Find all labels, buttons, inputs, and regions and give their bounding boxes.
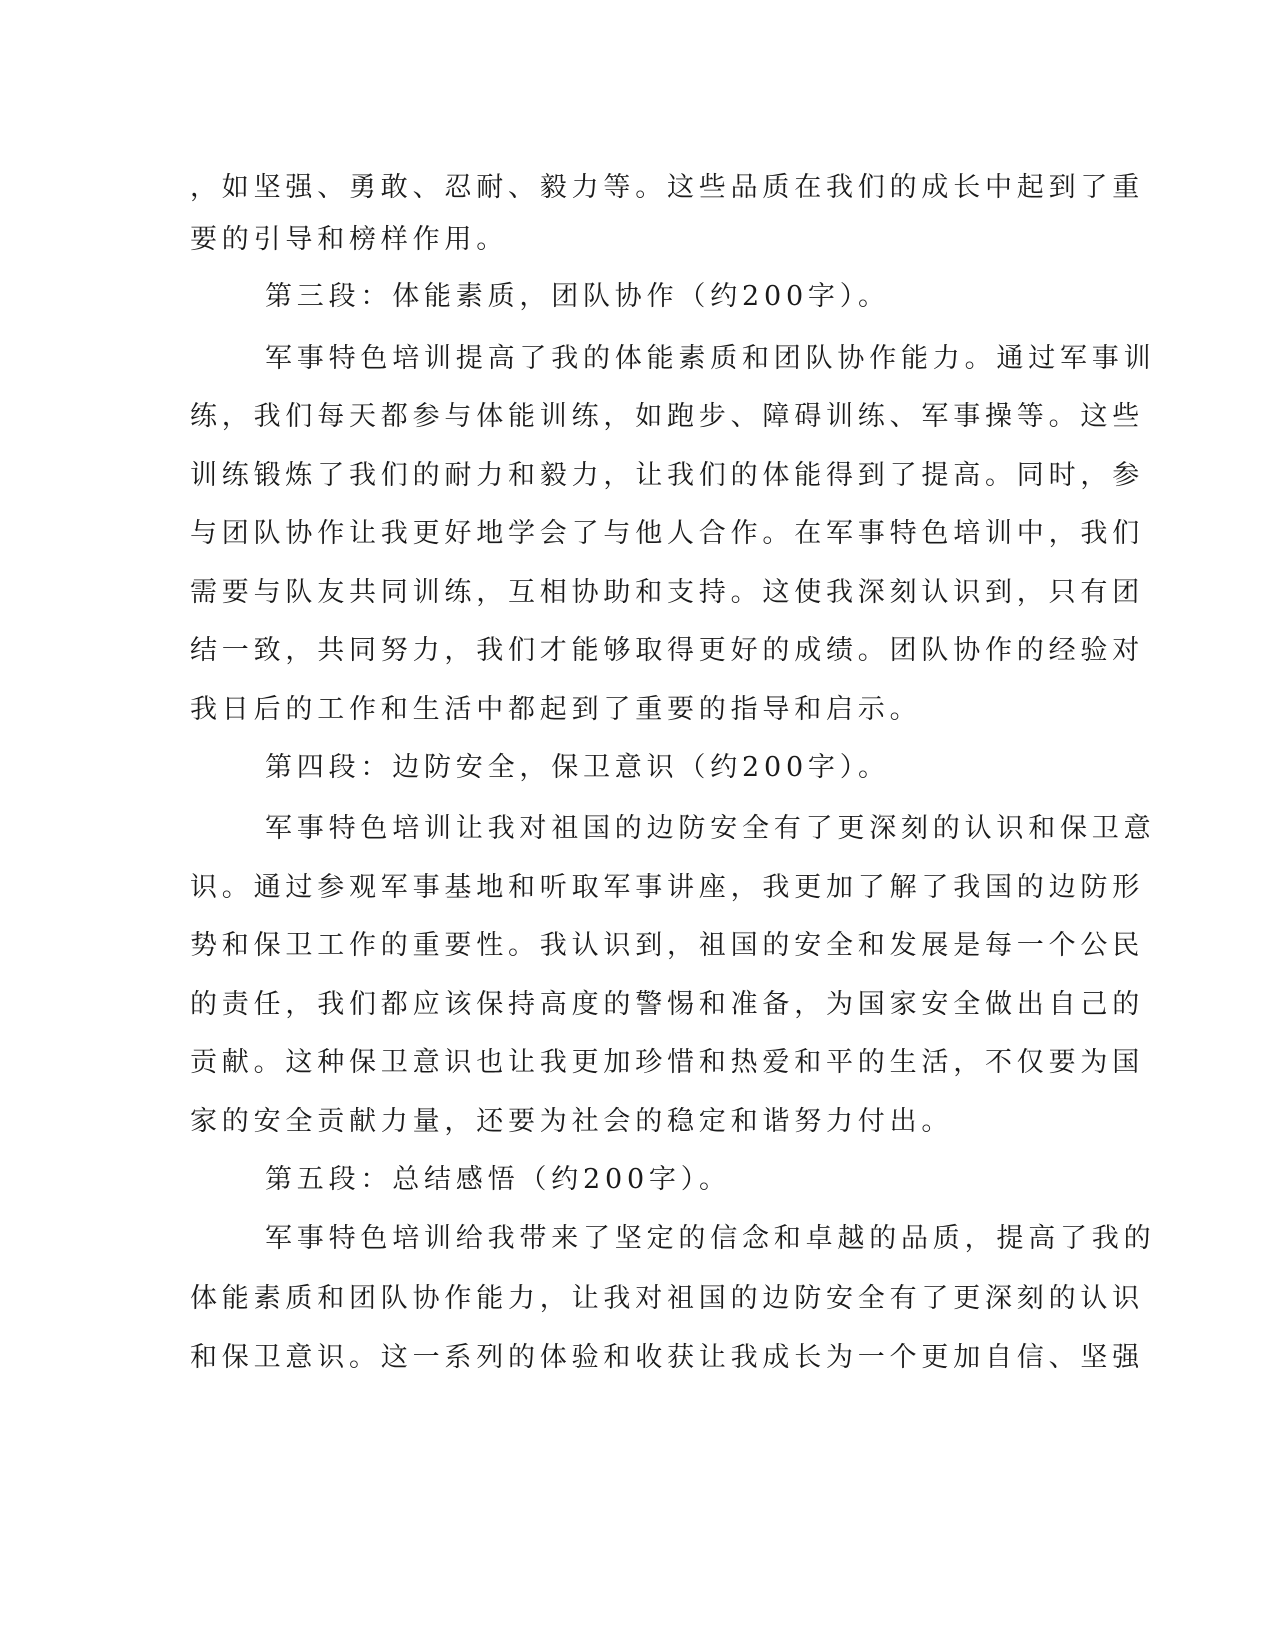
text-line: 需要与队友共同训练，互相协助和支持。这使我深刻认识到，只有团 <box>190 577 1144 608</box>
text-line: 识。通过参观军事基地和听取军事讲座，我更加了解了我国的边防形 <box>190 872 1144 903</box>
text-line: 和保卫意识。这一系列的体验和收获让我成长为一个更加自信、坚强 <box>190 1342 1144 1373</box>
text-line: ，如坚强、勇敢、忍耐、毅力等。这些品质在我们的成长中起到了重 <box>190 172 1144 203</box>
text-line: 练，我们每天都参与体能训练，如跑步、障碍训练、军事操等。这些 <box>190 401 1144 432</box>
paragraph-first-line: 军事特色培训提高了我的体能素质和团队协作能力。通过军事训 <box>265 343 1156 374</box>
text-line: 体能素质和团队协作能力，让我对祖国的边防安全有了更深刻的认识 <box>190 1283 1144 1314</box>
text-line: 势和保卫工作的重要性。我认识到，祖国的安全和发展是每一个公民 <box>190 930 1144 961</box>
text-line: 要的引导和榜样作用。 <box>190 224 508 255</box>
section-heading: 第五段：总结感悟（约200字）。 <box>265 1164 731 1195</box>
paragraph-first-line: 军事特色培训给我带来了坚定的信念和卓越的品质，提高了我的 <box>265 1223 1156 1254</box>
text-line: 的责任，我们都应该保持高度的警惕和准备，为国家安全做出自己的 <box>190 989 1144 1020</box>
text-line: 结一致，共同努力，我们才能够取得更好的成绩。团队协作的经验对 <box>190 635 1144 666</box>
text-line: 训练锻炼了我们的耐力和毅力，让我们的体能得到了提高。同时，参 <box>190 460 1144 491</box>
section-heading: 第四段：边防安全，保卫意识（约200字）。 <box>265 752 890 783</box>
text-line: 贡献。这种保卫意识也让我更加珍惜和热爱和平的生活，不仅要为国 <box>190 1047 1144 1078</box>
section-heading: 第三段：体能素质，团队协作（约200字）。 <box>265 281 890 312</box>
text-line: 我日后的工作和生活中都起到了重要的指导和启示。 <box>190 694 922 725</box>
text-line: 家的安全贡献力量，还要为社会的稳定和谐努力付出。 <box>190 1106 954 1137</box>
text-line: 与团队协作让我更好地学会了与他人合作。在军事特色培训中，我们 <box>190 518 1144 549</box>
paragraph-first-line: 军事特色培训让我对祖国的边防安全有了更深刻的认识和保卫意 <box>265 813 1156 844</box>
